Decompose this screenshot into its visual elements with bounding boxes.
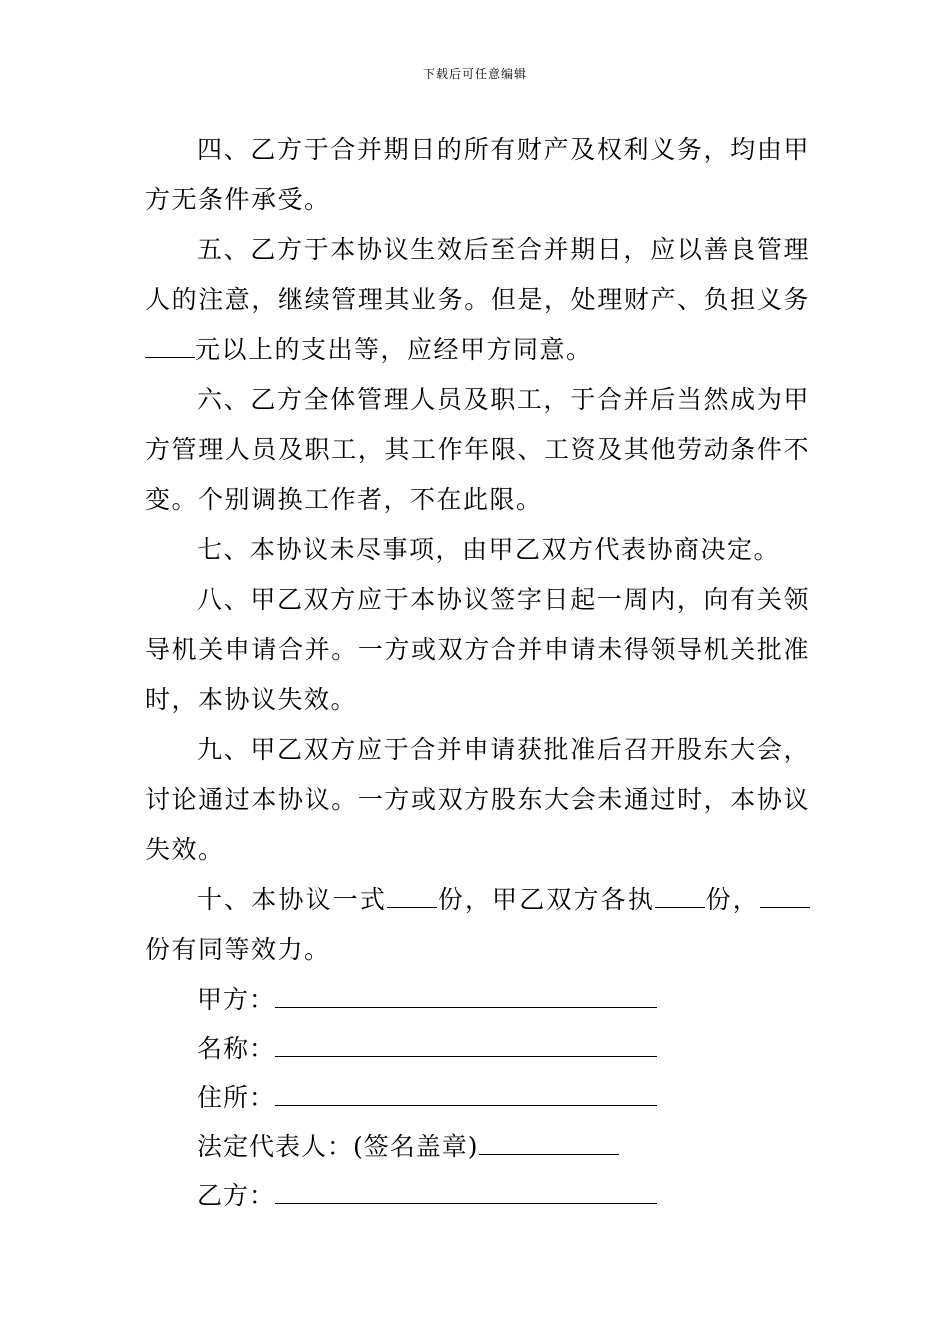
clause-10-text-c: 份， xyxy=(705,885,760,914)
clause-7: 七、本协议未尽事项，由甲乙双方代表协商决定。 xyxy=(197,535,781,564)
name-field xyxy=(145,1024,810,1073)
clause-5-text-before: 五、乙方于本协议生效后至合并期日，应以善良管理人的注意，继续管理其业务。但是，处理财产、负担义务 xyxy=(145,235,810,314)
clause-10-text-a: 十、本协议一式 xyxy=(197,885,388,914)
party-a-field xyxy=(145,975,810,1024)
header-note: 下载后可任意编辑 xyxy=(422,67,527,81)
blank-amount[interactable] xyxy=(145,356,195,358)
blank-copies-each[interactable] xyxy=(655,906,705,908)
legal-rep-field xyxy=(145,1122,810,1171)
party-a-label: 甲方： xyxy=(197,985,276,1014)
blank-copies-total[interactable] xyxy=(387,906,437,908)
name-blank[interactable] xyxy=(275,1055,657,1057)
clause-8: 八、甲乙双方应于本协议签字日起一周内，向有关领导机关申请合并。一方或双方合并申请未得领导机关批准时，本协议失效。 xyxy=(145,585,810,714)
clause-10-text-b: 份，甲乙双方各执 xyxy=(437,885,655,914)
contract-body xyxy=(145,125,810,1220)
party-b-blank[interactable] xyxy=(275,1202,657,1204)
clause-10-text-d: 份有同等效力。 xyxy=(145,935,331,964)
name-label: 名称： xyxy=(197,1034,276,1063)
address-field xyxy=(145,1073,810,1122)
clause-5 xyxy=(145,225,810,375)
clause-6: 六、乙方全体管理人员及职工，于合并后当然成为甲方管理人员及职工，其工作年限、工资及其他劳动条件不变。个别调换工作者，不在此限。 xyxy=(145,385,810,514)
party-b-label: 乙方： xyxy=(197,1181,276,1210)
address-blank[interactable] xyxy=(275,1104,657,1106)
party-b-field xyxy=(145,1171,810,1220)
clause-9: 九、甲乙双方应于合并申请获批准后召开股东大会，讨论通过本协议。一方或双方股东大会未通过时，本协议失效。 xyxy=(145,735,810,864)
legal-rep-label: 法定代表人：(签名盖章) xyxy=(197,1132,479,1161)
address-label: 住所： xyxy=(197,1083,276,1112)
blank-copies-filed[interactable] xyxy=(760,906,810,908)
clause-4: 四、乙方于合并期日的所有财产及权利义务，均由甲方无条件承受。 xyxy=(145,135,810,214)
legal-rep-blank[interactable] xyxy=(479,1153,619,1155)
clause-5-text-after: 元以上的支出等，应经甲方同意。 xyxy=(195,335,593,364)
clause-10 xyxy=(145,875,810,975)
party-a-blank[interactable] xyxy=(275,1006,657,1008)
